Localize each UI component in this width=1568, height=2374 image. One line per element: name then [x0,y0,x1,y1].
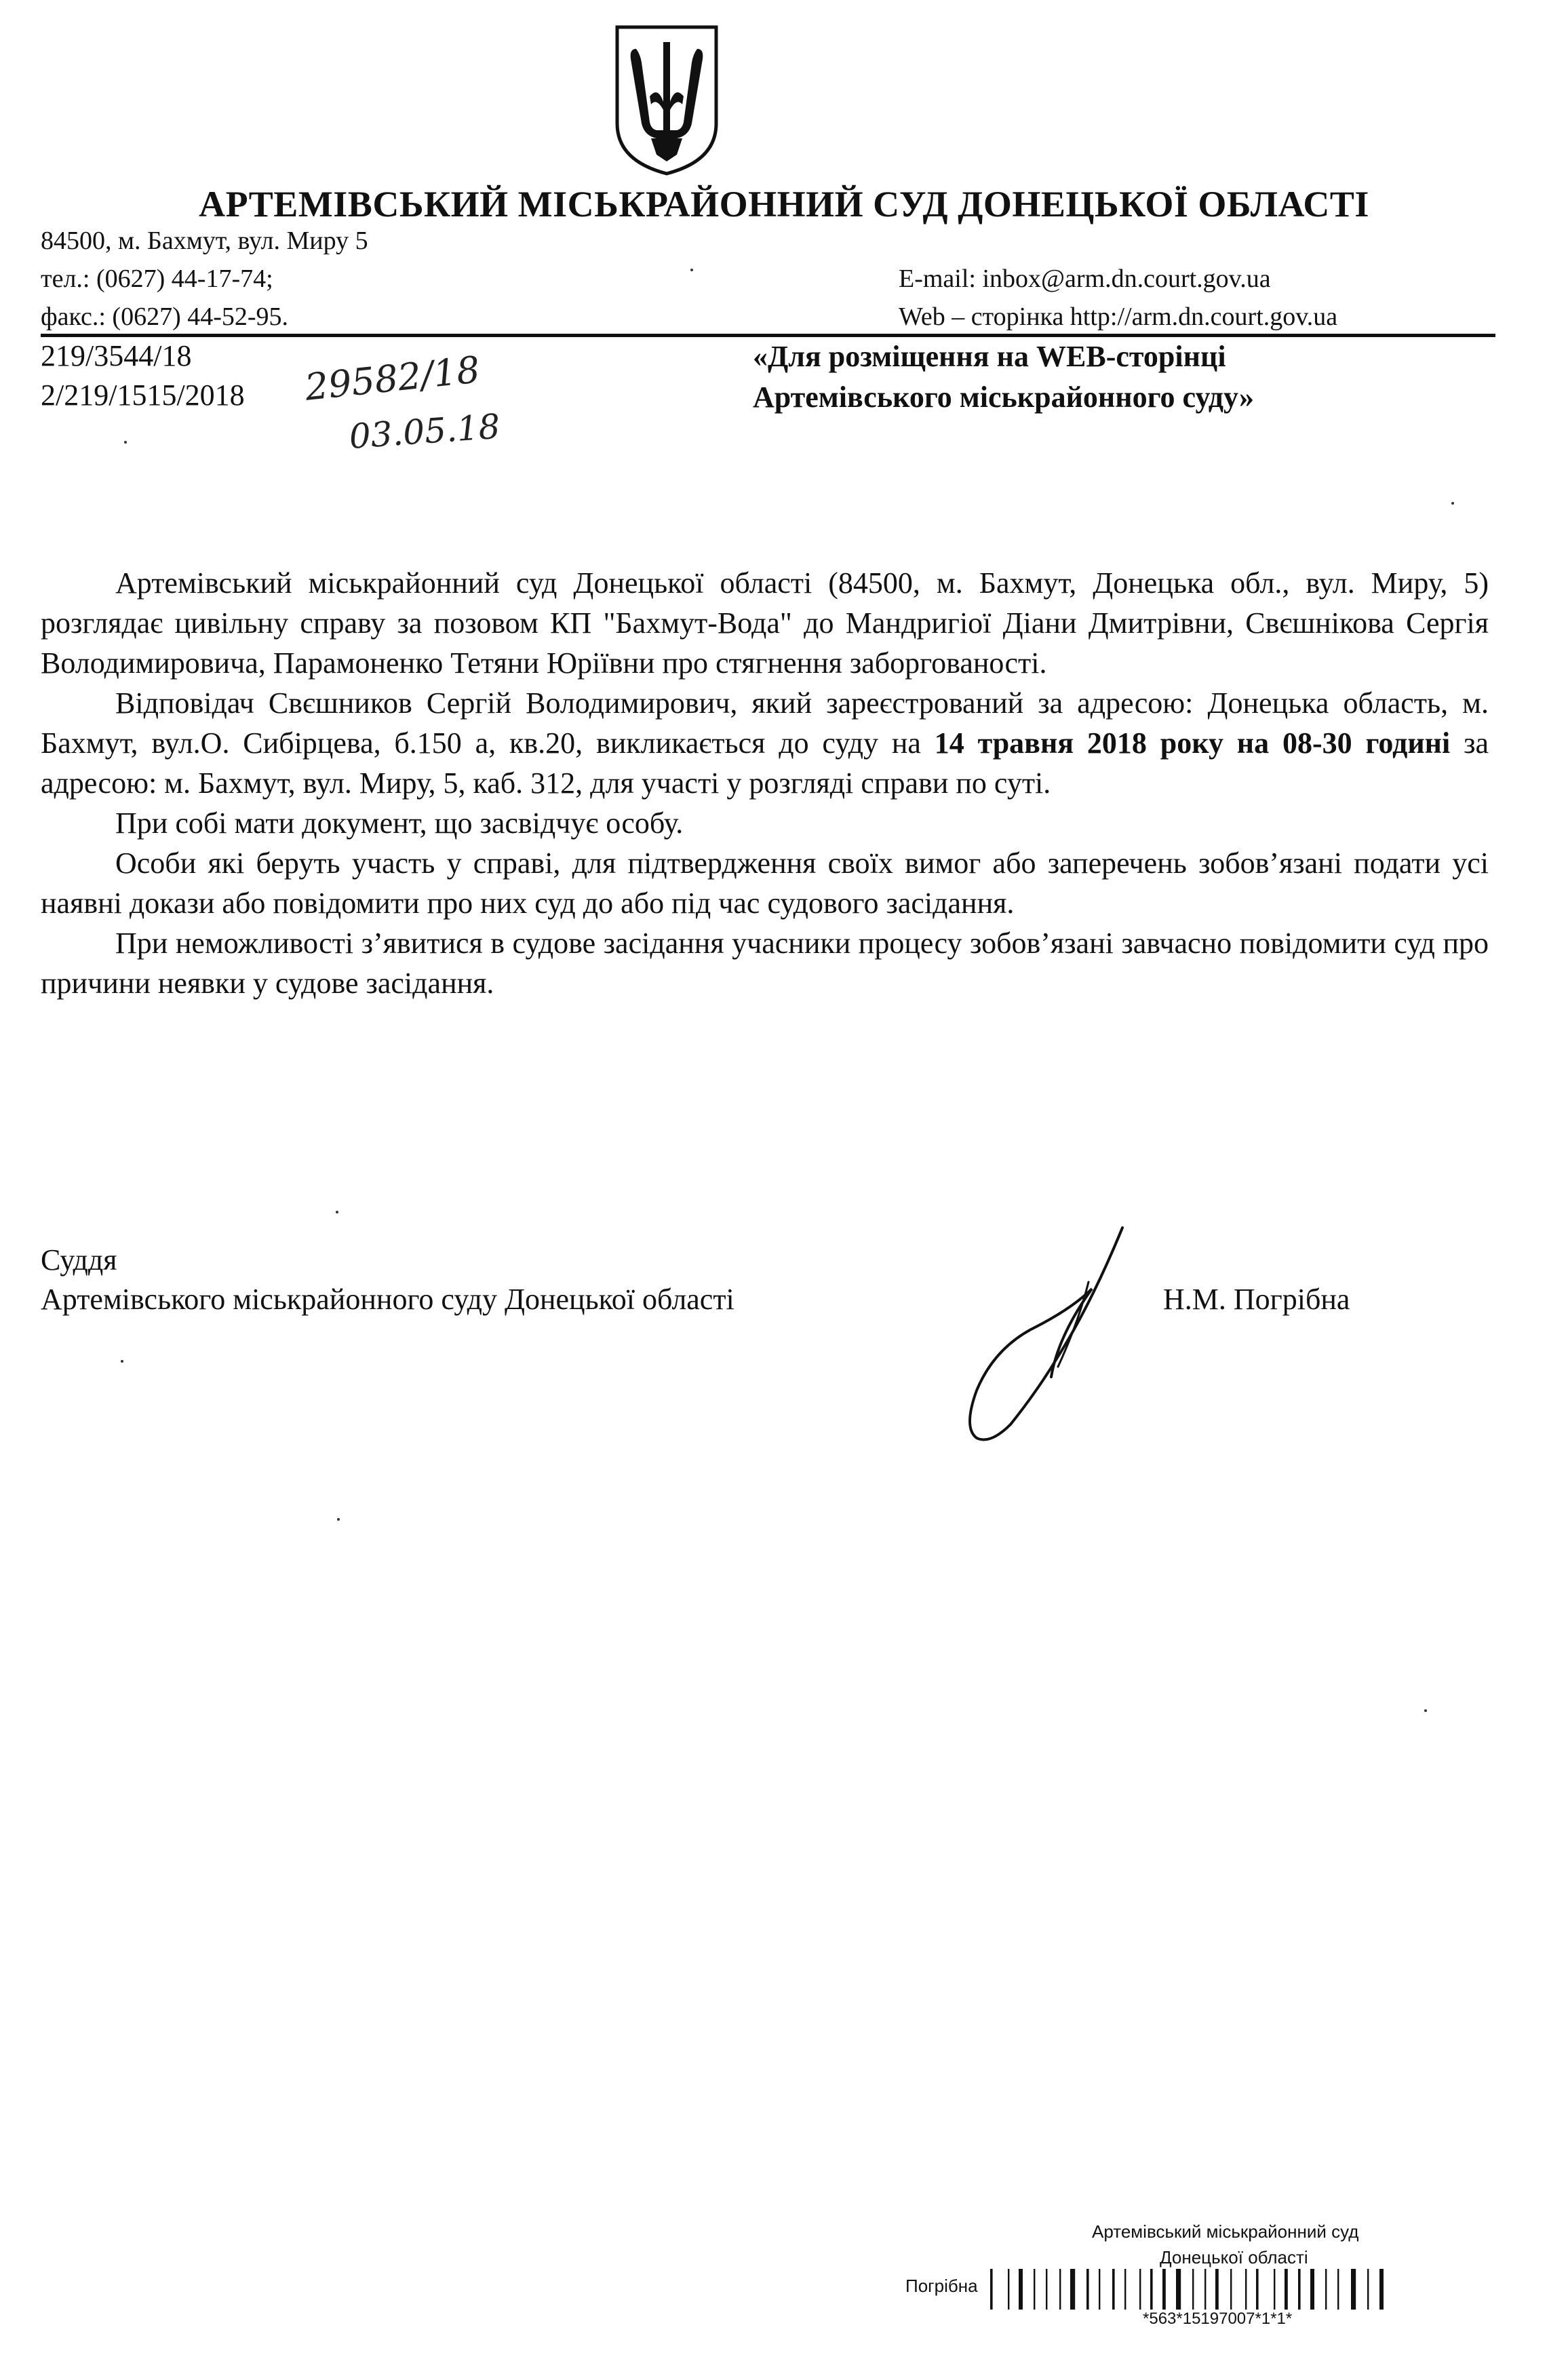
barcode-bar [1310,2269,1314,2310]
barcode-bar [1245,2269,1247,2310]
summons-text-end: за адресою: м. Бахмут, вул. Миру, 5, каб. 312, для участі у розгляді справи по суті. [41,726,1489,800]
barcode-bar [1099,2269,1100,2310]
barcode-text: *563*15197007*1*1* [1143,2310,1293,2328]
barcode-bar [1192,2269,1194,2310]
scan-speck [1424,1709,1427,1712]
barcode-bar [1086,2269,1089,2310]
barcode-bar [1215,2269,1219,2310]
court-email: E-mail: inbox@arm.dn.court.gov.ua [899,265,1271,293]
judge-signature [956,1221,1139,1452]
judge-court: Артемівського міськрайонного суду Донецької області [41,1283,734,1316]
scan-speck [1451,502,1454,505]
paragraph-id-document: При собі мати документ, що засвідчує особу. [115,806,684,840]
web-publication-note-line2: Артемівського міськрайонного суду» [753,381,1255,414]
court-address: 84500, м. Бахмут, вул. Миру 5 [41,227,368,255]
barcode-bar [1124,2269,1126,2310]
barcode-bar [1367,2269,1369,2310]
paragraph-evidence: Особи які беруть участь у справі, для підтвердження своїх вимог або заперечень зобов’язані подати усі наявні докази або повідомити про них суд до або під час судового засідання. [41,847,1489,920]
barcode-bar [1139,2269,1141,2310]
barcode-bar [1059,2269,1061,2310]
paragraph-summons [41,683,1489,803]
barcode-bar [1046,2269,1047,2310]
court-web: Web – сторінка http://arm.dn.court.gov.ua [899,303,1338,331]
barcode-bar [1150,2269,1153,2310]
stamp-court-line2: Донецької області [1160,2247,1308,2268]
barcode-bar [1337,2269,1339,2310]
barcode-bar [1112,2269,1115,2310]
scan-speck [690,269,693,271]
summons-date-time: 14 травня 2018 року на 08-30 годині [934,726,1451,760]
barcode [990,2269,1485,2310]
stamp-judge-name: Погрібна [905,2276,978,2296]
barcode-bar [1034,2269,1035,2310]
paragraph-absence: При неможливості з’явитися в судове засідання учасники процесу зобов’язані завчасно повідомити суд про причини неявки у судове засідання. [41,927,1489,1000]
case-number: 219/3544/18 [41,339,192,372]
barcode-bar [1285,2269,1288,2310]
handwritten-registration-number: 29582/18 [302,348,482,409]
barcode-bar [1204,2269,1206,2310]
scan-speck [121,1360,123,1363]
summons-text-start: Відповідач Свєшников Сергій Володимирович, який зареєстрований за адресою: Донецька область, м. Бахмут, вул.О. Сибірцева, б.150 а, кв.20, викликається до суду на [41,686,1489,760]
barcode-bar [1298,2269,1301,2310]
web-publication-note-line1: «Для розміщення на WEB-сторінці [753,340,1226,373]
handwritten-registration-date: 03.05.18 [347,406,502,456]
barcode-bar [1230,2269,1232,2310]
notice-body [41,563,1489,1003]
scan-speck [337,1518,340,1521]
scan-speck [336,1211,338,1213]
scan-speck [124,441,127,444]
barcode-bar [1176,2269,1181,2310]
barcode-bar [1325,2269,1327,2310]
barcode-bar [1379,2269,1384,2310]
barcode-bar [1274,2269,1275,2310]
coat-of-arms-icon [609,22,724,178]
court-fax: факс.: (0627) 44-52-95. [41,303,289,331]
barcode-bar [1019,2269,1023,2310]
barcode-bar [1070,2269,1075,2310]
barcode-bar [1162,2269,1166,2310]
barcode-bar [1256,2269,1259,2310]
judge-title: Суддя [41,1243,117,1277]
barcode-bar [1351,2269,1356,2310]
judge-name: Н.М. Погрібна [1163,1283,1350,1316]
barcode-bar [1008,2269,1009,2310]
proceeding-number: 2/219/1515/2018 [41,378,245,412]
court-name-heading: АРТЕМІВСЬКИЙ МІСЬКРАЙОННИЙ СУД ДОНЕЦЬКОЇ ОБЛАСТІ [199,184,1369,225]
court-phone: тел.: (0627) 44-17-74; [41,265,273,293]
paragraph-case-description: Артемівський міськрайонний суд Донецької області (84500, м. Бахмут, Донецька обл., вул. Миру, 5) розглядає цивільну справу за позовом КП "Бахмут-Вода" до Мандригіої Діани Дмитрівни, Свєшнікова Сергія Володимировича, Парамоненко Тетяни Юріївни про стягнення заборгованості. [41,566,1489,680]
stamp-court-line1: Артемівський міськрайонний суд [1092,2221,1359,2242]
barcode-bar [990,2269,993,2310]
